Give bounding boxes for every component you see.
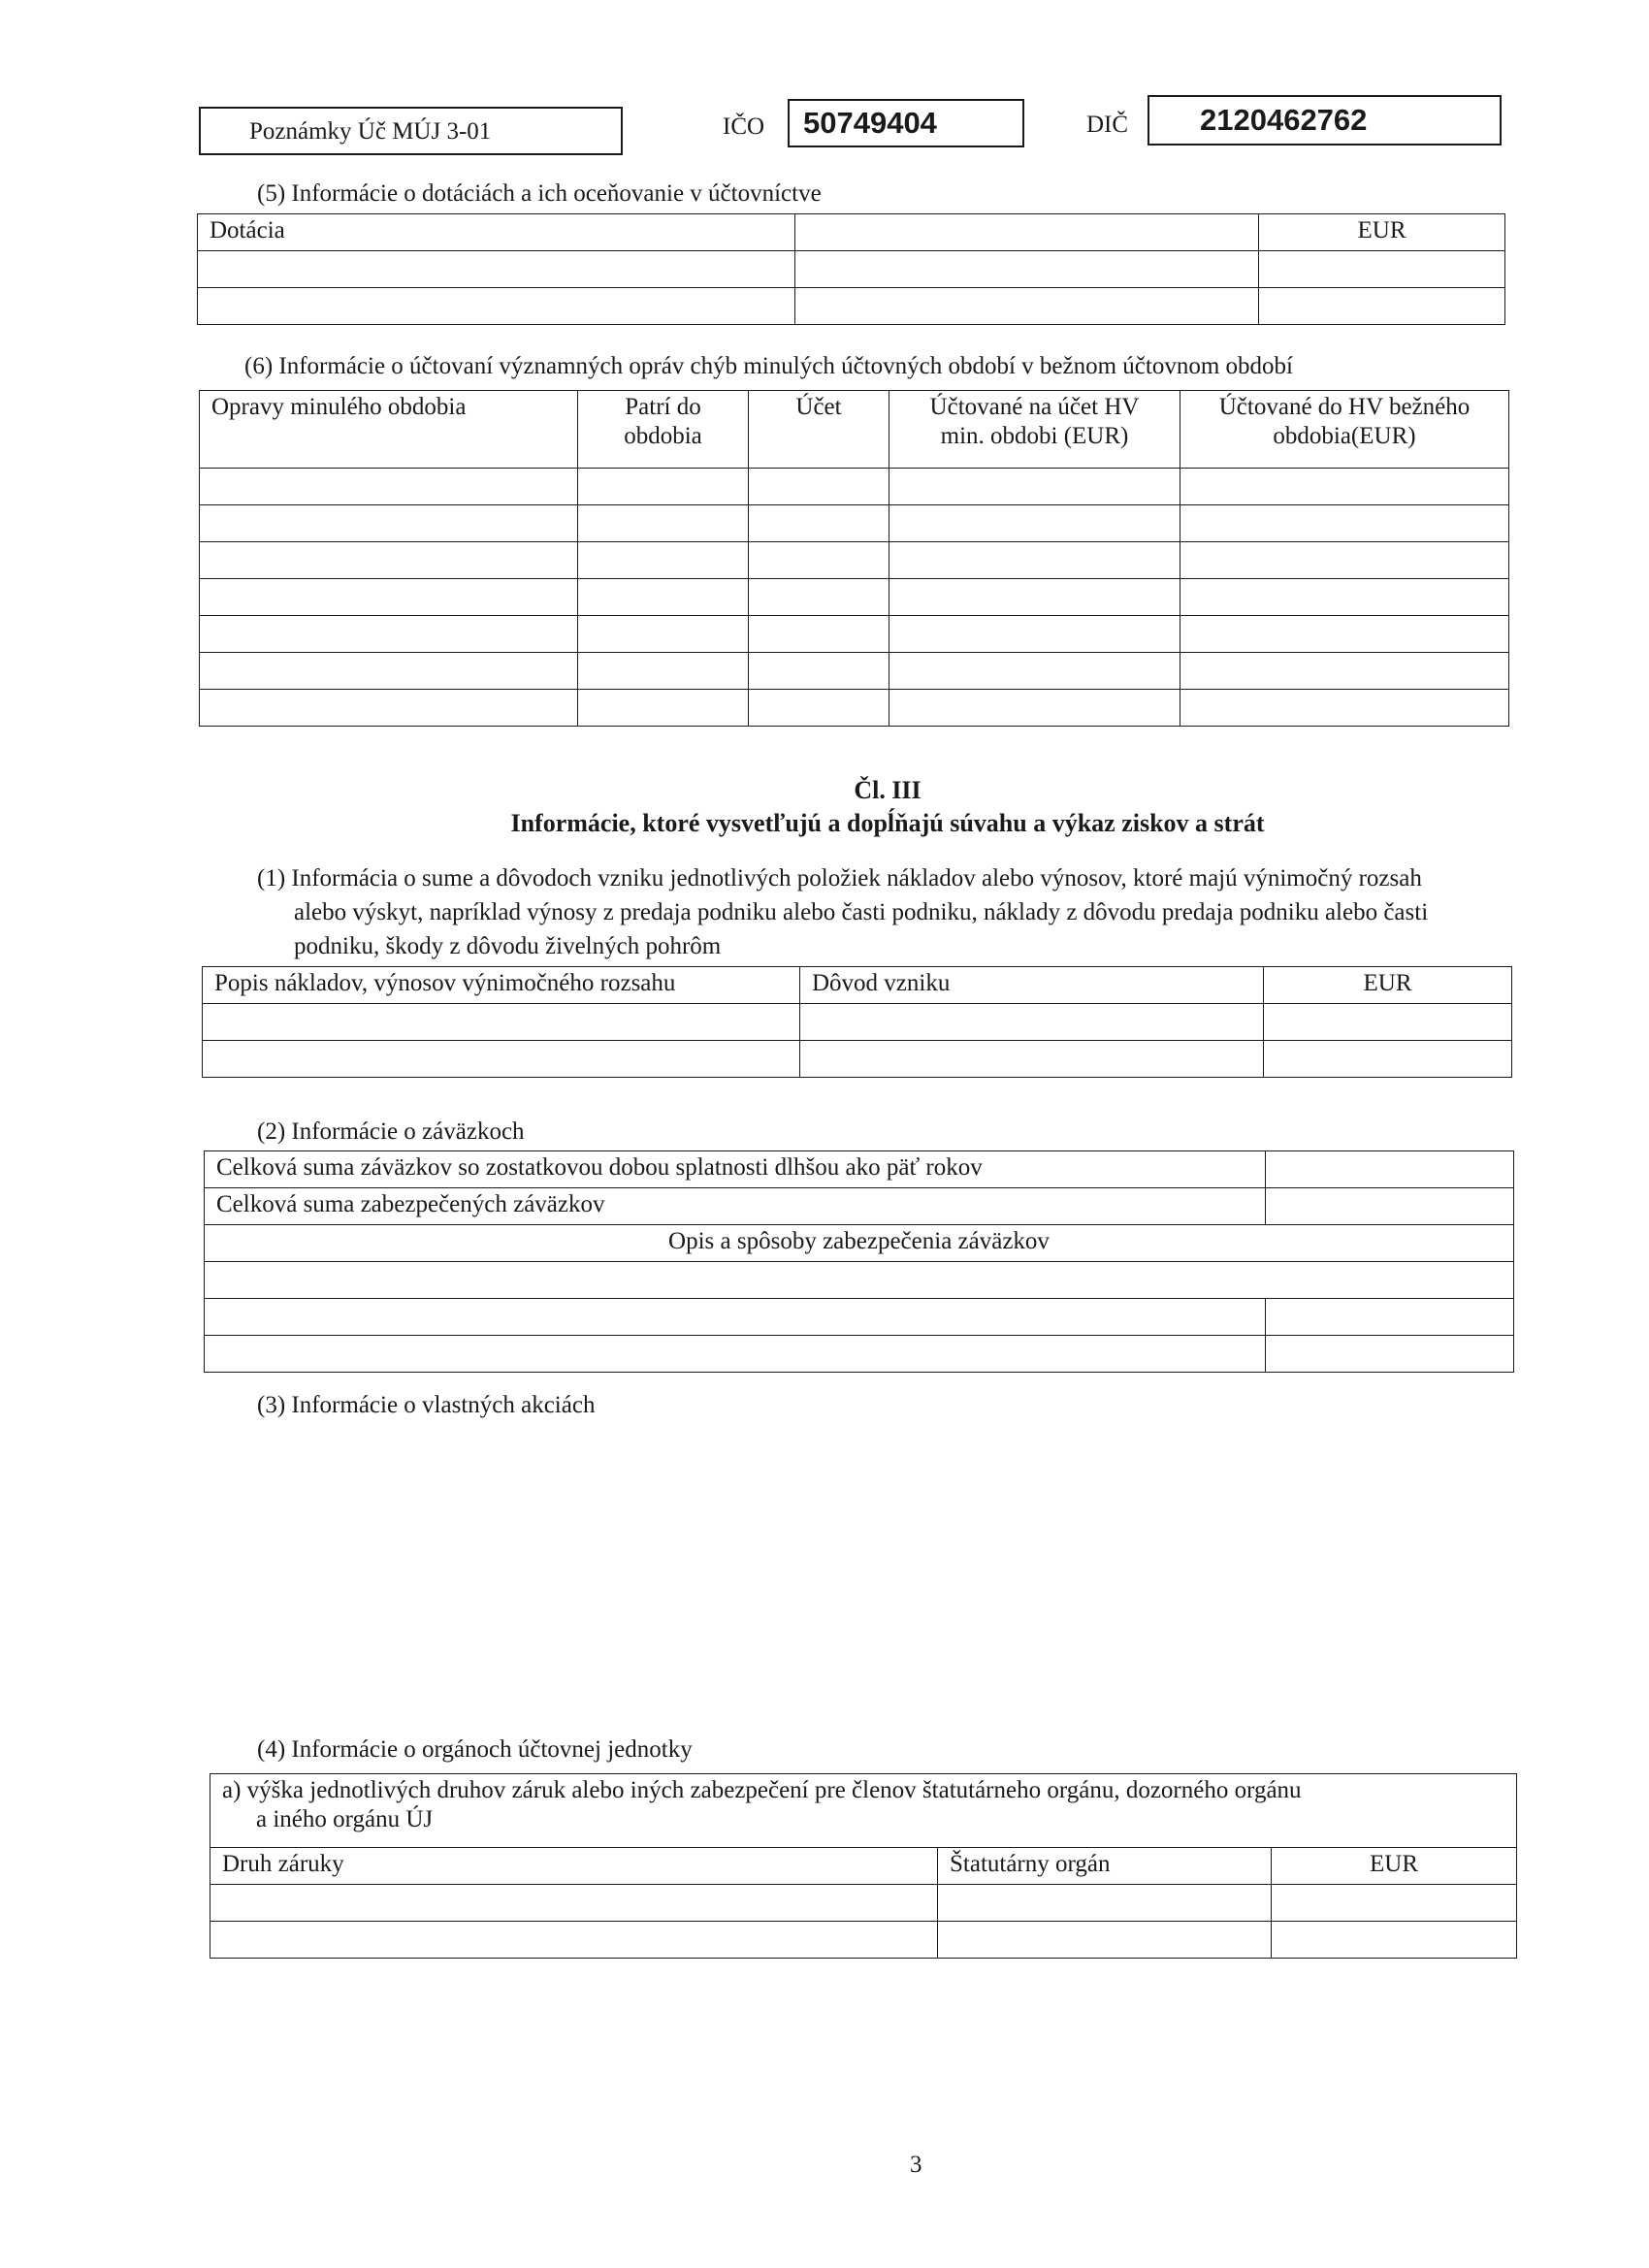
liabilities-secured: Celková suma zabezpečených záväzkov [205, 1188, 1266, 1225]
item2-title: (2) Informácie o záväzkoch [257, 1118, 525, 1145]
corrections-table [199, 390, 1509, 727]
table-cell[interactable] [749, 542, 889, 579]
table-cell[interactable] [198, 288, 795, 325]
form-label-box [199, 107, 623, 155]
table-cell[interactable] [200, 690, 578, 727]
col-dotacia: Dotácia [198, 214, 795, 251]
item3-title: (3) Informácie o vlastných akciách [257, 1392, 596, 1418]
table-cell[interactable] [578, 616, 749, 653]
table-cell[interactable] [1180, 579, 1509, 616]
table-cell[interactable] [889, 542, 1180, 579]
col-eur: EUR [1264, 967, 1512, 1004]
page-number: 3 [910, 2152, 922, 2178]
table-cell[interactable] [889, 505, 1180, 542]
table-cell[interactable] [889, 469, 1180, 505]
item1-line3: podniku, škody z dôvodu živelných pohrôm [294, 933, 722, 959]
table-cell[interactable] [749, 469, 889, 505]
col-period-line1: Patrí do [625, 394, 701, 420]
table-cell[interactable] [200, 505, 578, 542]
liabilities-long-term: Celková suma záväzkov so zostatkovou dobou splatnosti dlhšou ako päť rokov [205, 1151, 1266, 1188]
table-cell[interactable] [889, 653, 1180, 690]
exceptional-items-table [202, 966, 1512, 1078]
table-cell[interactable] [1180, 542, 1509, 579]
section5-title: (5) Informácie o dotáciách a ich oceňovanie v účtovníctve [257, 180, 822, 207]
guarantees-description-line1: a) výška jednotlivých druhov záruk alebo iných zabezpečení pre členov štatutárneho orgánu, dozorného orgánu [222, 1777, 1302, 1803]
table-cell[interactable] [1266, 1188, 1514, 1225]
col-prev-hv [889, 391, 1180, 469]
dic-field[interactable] [1148, 95, 1502, 146]
table-cell[interactable] [889, 579, 1180, 616]
table-cell[interactable] [1266, 1299, 1514, 1336]
item1-line2: alebo výskyt, napríklad výnosy z predaja podniku alebo časti podniku, náklady z dôvodu predaja podniku alebo časti [294, 899, 1429, 925]
table-cell[interactable] [749, 505, 889, 542]
ico-field[interactable] [788, 99, 1024, 147]
table-cell[interactable] [1180, 469, 1509, 505]
table-cell[interactable] [578, 579, 749, 616]
table-cell[interactable] [578, 505, 749, 542]
subsidies-table [197, 213, 1505, 325]
table-cell[interactable] [938, 1922, 1272, 1959]
table-cell[interactable] [203, 1004, 800, 1041]
table-cell[interactable] [1259, 288, 1505, 325]
table-cell[interactable] [578, 469, 749, 505]
form-label: Poznámky Úč MÚJ 3-01 [249, 118, 492, 145]
col-eur: EUR [1272, 1848, 1517, 1885]
table-cell[interactable] [1266, 1151, 1514, 1188]
col-corrections: Opravy minulého obdobia [200, 391, 578, 469]
ico-label: IČO [723, 113, 765, 140]
table-cell[interactable] [210, 1922, 938, 1959]
article-subheading: Informácie, ktoré vysvetľujú a dopĺňajú súvahu a výkaz ziskov a strát [510, 809, 1265, 837]
table-cell[interactable] [749, 653, 889, 690]
table-cell[interactable] [800, 1004, 1264, 1041]
table-cell[interactable] [1180, 505, 1509, 542]
guarantees-description-line2: a iného orgánu ÚJ [256, 1806, 434, 1832]
table-cell[interactable] [749, 579, 889, 616]
table-cell[interactable] [578, 690, 749, 727]
col-prev-hv-line1: Účtované na účet HV [929, 394, 1140, 420]
guarantees-description [210, 1774, 1517, 1848]
table-cell[interactable] [1272, 1922, 1517, 1959]
table-cell[interactable] [198, 251, 795, 288]
col-period [578, 391, 749, 469]
table-cell[interactable] [1180, 690, 1509, 727]
table-cell[interactable] [1180, 616, 1509, 653]
guarantees-table [210, 1773, 1517, 1959]
table-cell[interactable] [200, 469, 578, 505]
item4-title: (4) Informácie o orgánoch účtovnej jednotky [257, 1736, 693, 1763]
table-cell[interactable] [203, 1041, 800, 1078]
table-cell[interactable] [578, 542, 749, 579]
col-current-hv [1180, 391, 1509, 469]
col-eur: EUR [1259, 214, 1505, 251]
table-cell[interactable] [889, 690, 1180, 727]
table-cell[interactable] [578, 653, 749, 690]
table-cell[interactable] [795, 288, 1259, 325]
table-cell[interactable] [749, 616, 889, 653]
table-cell[interactable] [800, 1041, 1264, 1078]
col-prev-hv-line2: min. obdobi (EUR) [940, 423, 1129, 449]
col-current-hv-line1: Účtované do HV bežného [1218, 394, 1471, 420]
table-cell[interactable] [1272, 1885, 1517, 1922]
col-period-line2: obdobia [624, 423, 702, 449]
col-statutory-body: Štatutárny orgán [938, 1848, 1272, 1885]
col-description: Popis nákladov, výnosov výnimočného rozsahu [203, 967, 800, 1004]
col-guarantee-type: Druh záruky [210, 1848, 938, 1885]
table-cell[interactable] [749, 690, 889, 727]
table-cell[interactable] [205, 1262, 1514, 1299]
table-cell[interactable] [1264, 1041, 1512, 1078]
item1-text [257, 861, 1518, 963]
table-cell[interactable] [1266, 1336, 1514, 1373]
table-cell[interactable] [795, 214, 1259, 251]
item1-line1: (1) Informácia o sume a dôvodoch vzniku jednotlivých položiek nákladov alebo výnosov, ktoré majú výnimočný rozsah [257, 865, 1422, 891]
table-cell[interactable] [1259, 251, 1505, 288]
table-cell[interactable] [938, 1885, 1272, 1922]
table-cell[interactable] [205, 1299, 1266, 1336]
ico-value: 50749404 [803, 106, 937, 140]
dic-value: 2120462762 [1200, 103, 1368, 137]
table-cell[interactable] [889, 616, 1180, 653]
table-cell[interactable] [210, 1885, 938, 1922]
col-account: Účet [749, 391, 889, 469]
table-cell[interactable] [200, 542, 578, 579]
table-cell[interactable] [200, 579, 578, 616]
liabilities-table [204, 1150, 1514, 1373]
liabilities-security-desc: Opis a spôsoby zabezpečenia záväzkov [205, 1225, 1514, 1262]
table-cell[interactable] [1264, 1004, 1512, 1041]
table-cell[interactable] [200, 616, 578, 653]
table-cell[interactable] [795, 251, 1259, 288]
dic-label: DIČ [1086, 112, 1129, 138]
section6-title: (6) Informácie o účtovaní významných opráv chýb minulých účtovných období v bežnom účtovnom období [244, 353, 1293, 379]
table-cell[interactable] [1180, 653, 1509, 690]
table-cell[interactable] [205, 1336, 1266, 1373]
col-reason: Dôvod vzniku [800, 967, 1264, 1004]
article-heading: Čl. III [854, 776, 922, 804]
table-cell[interactable] [200, 653, 578, 690]
col-current-hv-line2: obdobia(EUR) [1273, 423, 1416, 449]
